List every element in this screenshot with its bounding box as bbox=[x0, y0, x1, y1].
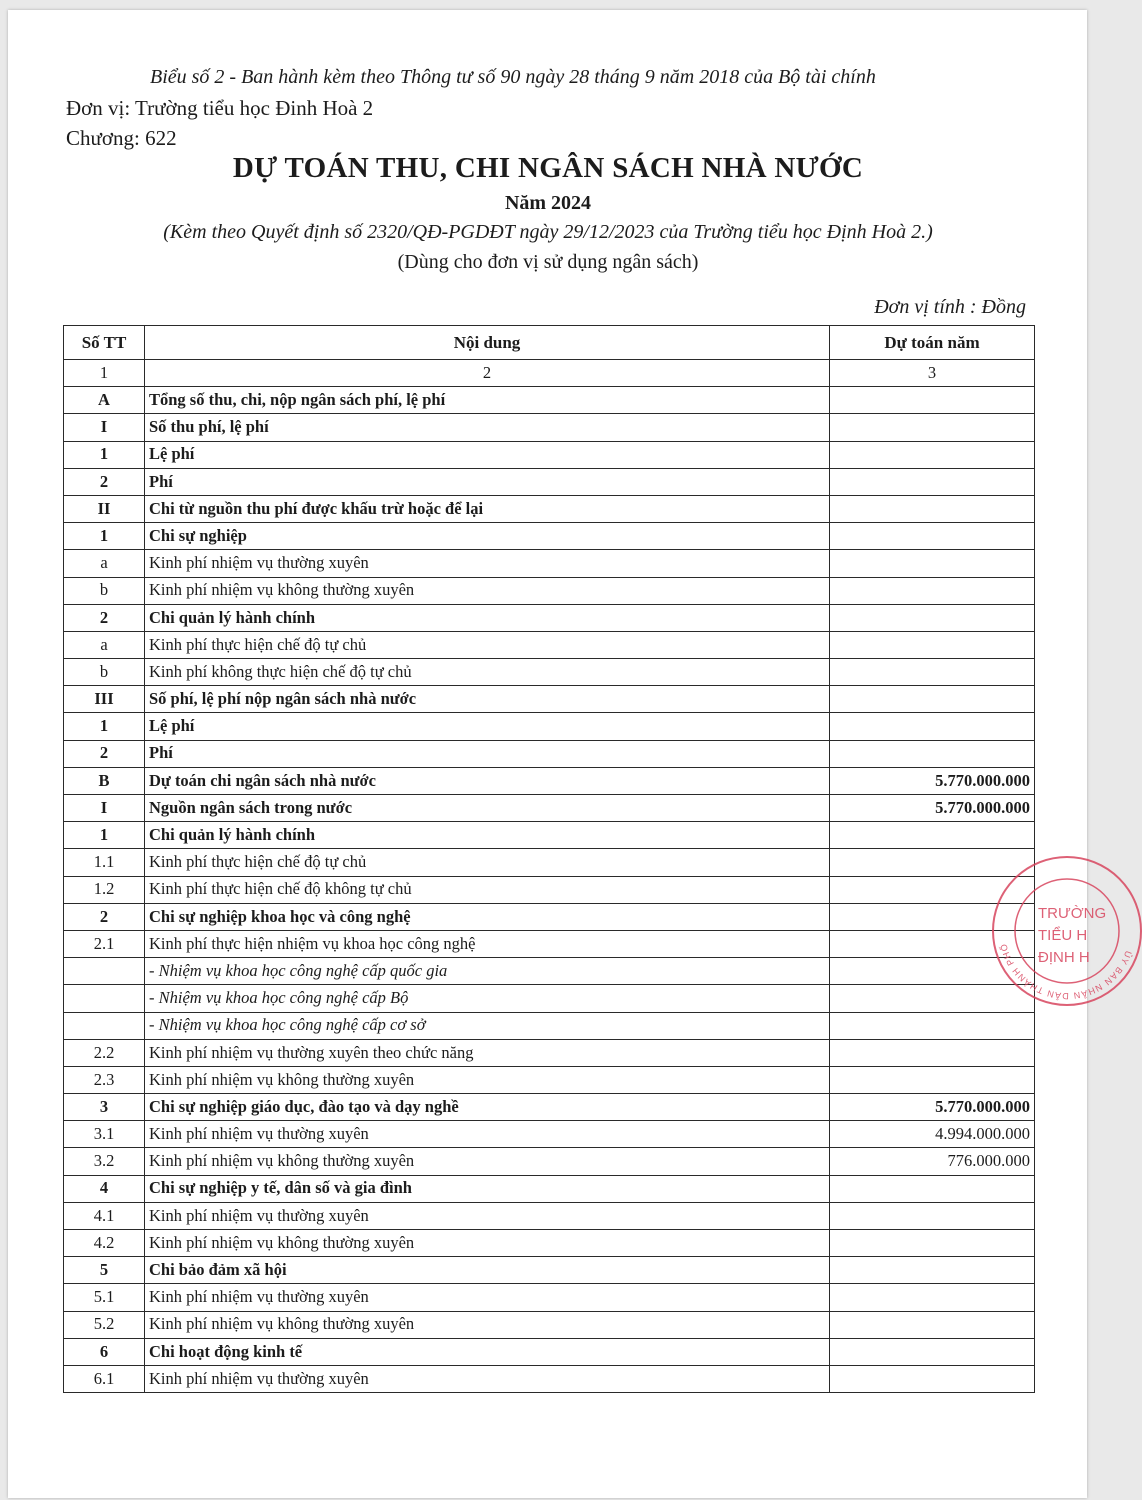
row-estimate: 5.770.000.000 bbox=[830, 767, 1035, 794]
row-estimate: 5.770.000.000 bbox=[830, 1094, 1035, 1121]
table-row bbox=[64, 604, 1035, 631]
row-content: Kinh phí thực hiện chế độ tự chủ bbox=[145, 631, 830, 658]
row-content: Kinh phí nhiệm vụ thường xuyên theo chức năng bbox=[145, 1039, 830, 1066]
table-row bbox=[64, 740, 1035, 767]
stamp-line: TRƯỜNG bbox=[1038, 905, 1107, 922]
row-estimate: 4.994.000.000 bbox=[830, 1121, 1035, 1148]
row-number: b bbox=[64, 577, 145, 604]
table-row bbox=[64, 903, 1035, 930]
row-content: Kinh phí nhiệm vụ không thường xuyên bbox=[145, 1311, 830, 1338]
table-row bbox=[64, 550, 1035, 577]
table-row bbox=[64, 1066, 1035, 1093]
row-content: Kinh phí nhiệm vụ thường xuyên bbox=[145, 1284, 830, 1311]
row-content: Kinh phí nhiệm vụ thường xuyên bbox=[145, 550, 830, 577]
budget-year: Năm 2024 bbox=[504, 192, 592, 214]
table-row bbox=[64, 1311, 1035, 1338]
row-number: 5.2 bbox=[64, 1311, 145, 1338]
row-estimate bbox=[830, 740, 1035, 767]
table-row bbox=[64, 686, 1035, 713]
table-row bbox=[64, 1230, 1035, 1257]
chapter-code: Chương: 622 bbox=[66, 126, 177, 150]
stamp-line: TIỂU H bbox=[1038, 927, 1088, 944]
row-estimate: 776.000.000 bbox=[830, 1148, 1035, 1175]
row-content: - Nhiệm vụ khoa học công nghệ cấp cơ sở bbox=[145, 1012, 830, 1039]
table-row bbox=[64, 1175, 1035, 1202]
row-estimate bbox=[830, 1365, 1035, 1392]
table-row bbox=[64, 1121, 1035, 1148]
row-number: 3 bbox=[64, 1094, 145, 1121]
row-content: Kinh phí nhiệm vụ thường xuyên bbox=[145, 1121, 830, 1148]
row-estimate bbox=[830, 686, 1035, 713]
row-number: 1 bbox=[64, 523, 145, 550]
table-row bbox=[64, 387, 1035, 414]
table-row bbox=[64, 495, 1035, 522]
row-estimate bbox=[830, 1311, 1035, 1338]
official-stamp bbox=[992, 856, 1142, 1006]
row-number: 1.1 bbox=[64, 849, 145, 876]
table-row bbox=[64, 849, 1035, 876]
table-row bbox=[64, 1284, 1035, 1311]
row-content: Chi từ nguồn thu phí được khấu trừ hoặc để lại bbox=[145, 495, 830, 522]
row-estimate bbox=[830, 659, 1035, 686]
row-content: Kinh phí nhiệm vụ không thường xuyên bbox=[145, 1066, 830, 1093]
row-number: 3.1 bbox=[64, 1121, 145, 1148]
table-row bbox=[64, 713, 1035, 740]
row-content: Số thu phí, lệ phí bbox=[145, 414, 830, 441]
table-row bbox=[64, 1257, 1035, 1284]
row-number: 2.3 bbox=[64, 1066, 145, 1093]
row-estimate bbox=[830, 387, 1035, 414]
table-row bbox=[64, 767, 1035, 794]
row-content: Kinh phí nhiệm vụ không thường xuyên bbox=[145, 1148, 830, 1175]
table-row bbox=[64, 1094, 1035, 1121]
table-row bbox=[64, 468, 1035, 495]
row-estimate bbox=[830, 1230, 1035, 1257]
table-row bbox=[64, 985, 1035, 1012]
row-content: Chi quản lý hành chính bbox=[145, 604, 830, 631]
row-estimate bbox=[830, 713, 1035, 740]
row-estimate bbox=[830, 468, 1035, 495]
table-row bbox=[64, 822, 1035, 849]
row-number: 2 bbox=[64, 604, 145, 631]
row-number: 1 bbox=[64, 822, 145, 849]
table-row bbox=[64, 1039, 1035, 1066]
table-header-row bbox=[64, 326, 1035, 360]
row-estimate bbox=[830, 414, 1035, 441]
row-number: B bbox=[64, 767, 145, 794]
row-content: Chi bảo đảm xã hội bbox=[145, 1257, 830, 1284]
table-row bbox=[64, 577, 1035, 604]
document-title: DỰ TOÁN THU, CHI NGÂN SÁCH NHÀ NƯỚC bbox=[232, 152, 864, 184]
table-row bbox=[64, 930, 1035, 957]
table-row bbox=[64, 659, 1035, 686]
row-estimate bbox=[830, 1257, 1035, 1284]
row-number: 2.1 bbox=[64, 930, 145, 957]
row-number: 5 bbox=[64, 1257, 145, 1284]
table-row bbox=[64, 1148, 1035, 1175]
table-row bbox=[64, 876, 1035, 903]
currency-unit: Đơn vị tính : Đồng bbox=[874, 296, 1026, 318]
row-estimate bbox=[830, 1175, 1035, 1202]
row-number: I bbox=[64, 414, 145, 441]
row-content: Kinh phí nhiệm vụ không thường xuyên bbox=[145, 1230, 830, 1257]
row-content: Lệ phí bbox=[145, 713, 830, 740]
row-content: Kinh phí thực hiện chế độ không tự chủ bbox=[145, 876, 830, 903]
row-content: Chi hoạt động kinh tế bbox=[145, 1338, 830, 1365]
column-header-no: Số TT bbox=[64, 326, 145, 360]
column-index: 2 bbox=[145, 360, 830, 387]
row-number: 1 bbox=[64, 713, 145, 740]
row-number bbox=[64, 985, 145, 1012]
row-number: a bbox=[64, 631, 145, 658]
table-row bbox=[64, 631, 1035, 658]
row-number: 6 bbox=[64, 1338, 145, 1365]
table-row bbox=[64, 1202, 1035, 1229]
table-row bbox=[64, 1012, 1035, 1039]
row-number: 1 bbox=[64, 441, 145, 468]
column-header-estimate: Dự toán năm bbox=[830, 326, 1035, 360]
row-number: III bbox=[64, 686, 145, 713]
row-content: Tổng số thu, chi, nộp ngân sách phí, lệ phí bbox=[145, 387, 830, 414]
usage-note: (Dùng cho đơn vị sử dụng ngân sách) bbox=[397, 251, 699, 273]
row-number: II bbox=[64, 495, 145, 522]
row-estimate bbox=[830, 1284, 1035, 1311]
row-estimate bbox=[830, 822, 1035, 849]
row-number: 4.2 bbox=[64, 1230, 145, 1257]
decision-reference: (Kèm theo Quyết định số 2320/QĐ-PGDĐT ngày 29/12/2023 của Trường tiểu học Định Hoà 2.) bbox=[163, 221, 933, 243]
table-row bbox=[64, 795, 1035, 822]
row-number: 2 bbox=[64, 740, 145, 767]
row-estimate: 5.770.000.000 bbox=[830, 795, 1035, 822]
row-content: Chi sự nghiệp y tế, dân số và gia đình bbox=[145, 1175, 830, 1202]
row-estimate bbox=[830, 495, 1035, 522]
column-index: 1 bbox=[64, 360, 145, 387]
row-estimate bbox=[830, 604, 1035, 631]
row-estimate bbox=[830, 441, 1035, 468]
row-content: - Nhiệm vụ khoa học công nghệ cấp Bộ bbox=[145, 985, 830, 1012]
row-content: Kinh phí không thực hiện chế độ tự chủ bbox=[145, 659, 830, 686]
row-number: 1.2 bbox=[64, 876, 145, 903]
row-estimate bbox=[830, 550, 1035, 577]
row-content: Chi sự nghiệp giáo dục, đào tạo và dạy nghề bbox=[145, 1094, 830, 1121]
row-content: Phí bbox=[145, 740, 830, 767]
row-number bbox=[64, 1012, 145, 1039]
row-content: Chi quản lý hành chính bbox=[145, 822, 830, 849]
row-content: Chi sự nghiệp khoa học và công nghệ bbox=[145, 903, 830, 930]
row-number: I bbox=[64, 795, 145, 822]
row-estimate bbox=[830, 1039, 1035, 1066]
row-estimate bbox=[830, 523, 1035, 550]
column-header-content: Nội dung bbox=[145, 326, 830, 360]
row-estimate bbox=[830, 1338, 1035, 1365]
row-number: 4.1 bbox=[64, 1202, 145, 1229]
row-content: Kinh phí nhiệm vụ thường xuyên bbox=[145, 1365, 830, 1392]
row-number: 3.2 bbox=[64, 1148, 145, 1175]
row-number: 2.2 bbox=[64, 1039, 145, 1066]
column-index: 3 bbox=[830, 360, 1035, 387]
row-content: Kinh phí nhiệm vụ không thường xuyên bbox=[145, 577, 830, 604]
table-row bbox=[64, 1365, 1035, 1392]
row-number: 2 bbox=[64, 903, 145, 930]
row-content: Kinh phí thực hiện nhiệm vụ khoa học công nghệ bbox=[145, 930, 830, 957]
stamp-line: ĐỊNH H bbox=[1038, 949, 1090, 966]
row-estimate bbox=[830, 1066, 1035, 1093]
row-number: b bbox=[64, 659, 145, 686]
row-number: 4 bbox=[64, 1175, 145, 1202]
row-number bbox=[64, 958, 145, 985]
row-number: 5.1 bbox=[64, 1284, 145, 1311]
row-content: Phí bbox=[145, 468, 830, 495]
row-content: Số phí, lệ phí nộp ngân sách nhà nước bbox=[145, 686, 830, 713]
row-number: A bbox=[64, 387, 145, 414]
budget-table bbox=[63, 325, 1035, 1393]
stamp-ring-text: ỦY BAN NHÂN DÂN THÀNH PHỐ bbox=[998, 942, 1134, 1002]
table-row bbox=[64, 441, 1035, 468]
table-row bbox=[64, 958, 1035, 985]
row-content: Chi sự nghiệp bbox=[145, 523, 830, 550]
row-estimate bbox=[830, 1012, 1035, 1039]
table-row bbox=[64, 414, 1035, 441]
row-content: Kinh phí thực hiện chế độ tự chủ bbox=[145, 849, 830, 876]
row-content: Lệ phí bbox=[145, 441, 830, 468]
row-number: 2 bbox=[64, 468, 145, 495]
table-row bbox=[64, 1338, 1035, 1365]
row-content: Dự toán chi ngân sách nhà nước bbox=[145, 767, 830, 794]
row-content: Kinh phí nhiệm vụ thường xuyên bbox=[145, 1202, 830, 1229]
row-estimate bbox=[830, 1202, 1035, 1229]
row-estimate bbox=[830, 577, 1035, 604]
table-row bbox=[64, 523, 1035, 550]
row-number: a bbox=[64, 550, 145, 577]
row-content: - Nhiệm vụ khoa học công nghệ cấp quốc gia bbox=[145, 958, 830, 985]
row-estimate bbox=[830, 631, 1035, 658]
form-note: Biểu số 2 - Ban hành kèm theo Thông tư số 90 ngày 28 tháng 9 năm 2018 của Bộ tài chính bbox=[150, 66, 876, 88]
unit-name: Đơn vị: Trường tiểu học Đinh Hoà 2 bbox=[66, 96, 374, 120]
row-content: Nguồn ngân sách trong nước bbox=[145, 795, 830, 822]
row-number: 6.1 bbox=[64, 1365, 145, 1392]
column-index-row bbox=[64, 360, 1035, 387]
